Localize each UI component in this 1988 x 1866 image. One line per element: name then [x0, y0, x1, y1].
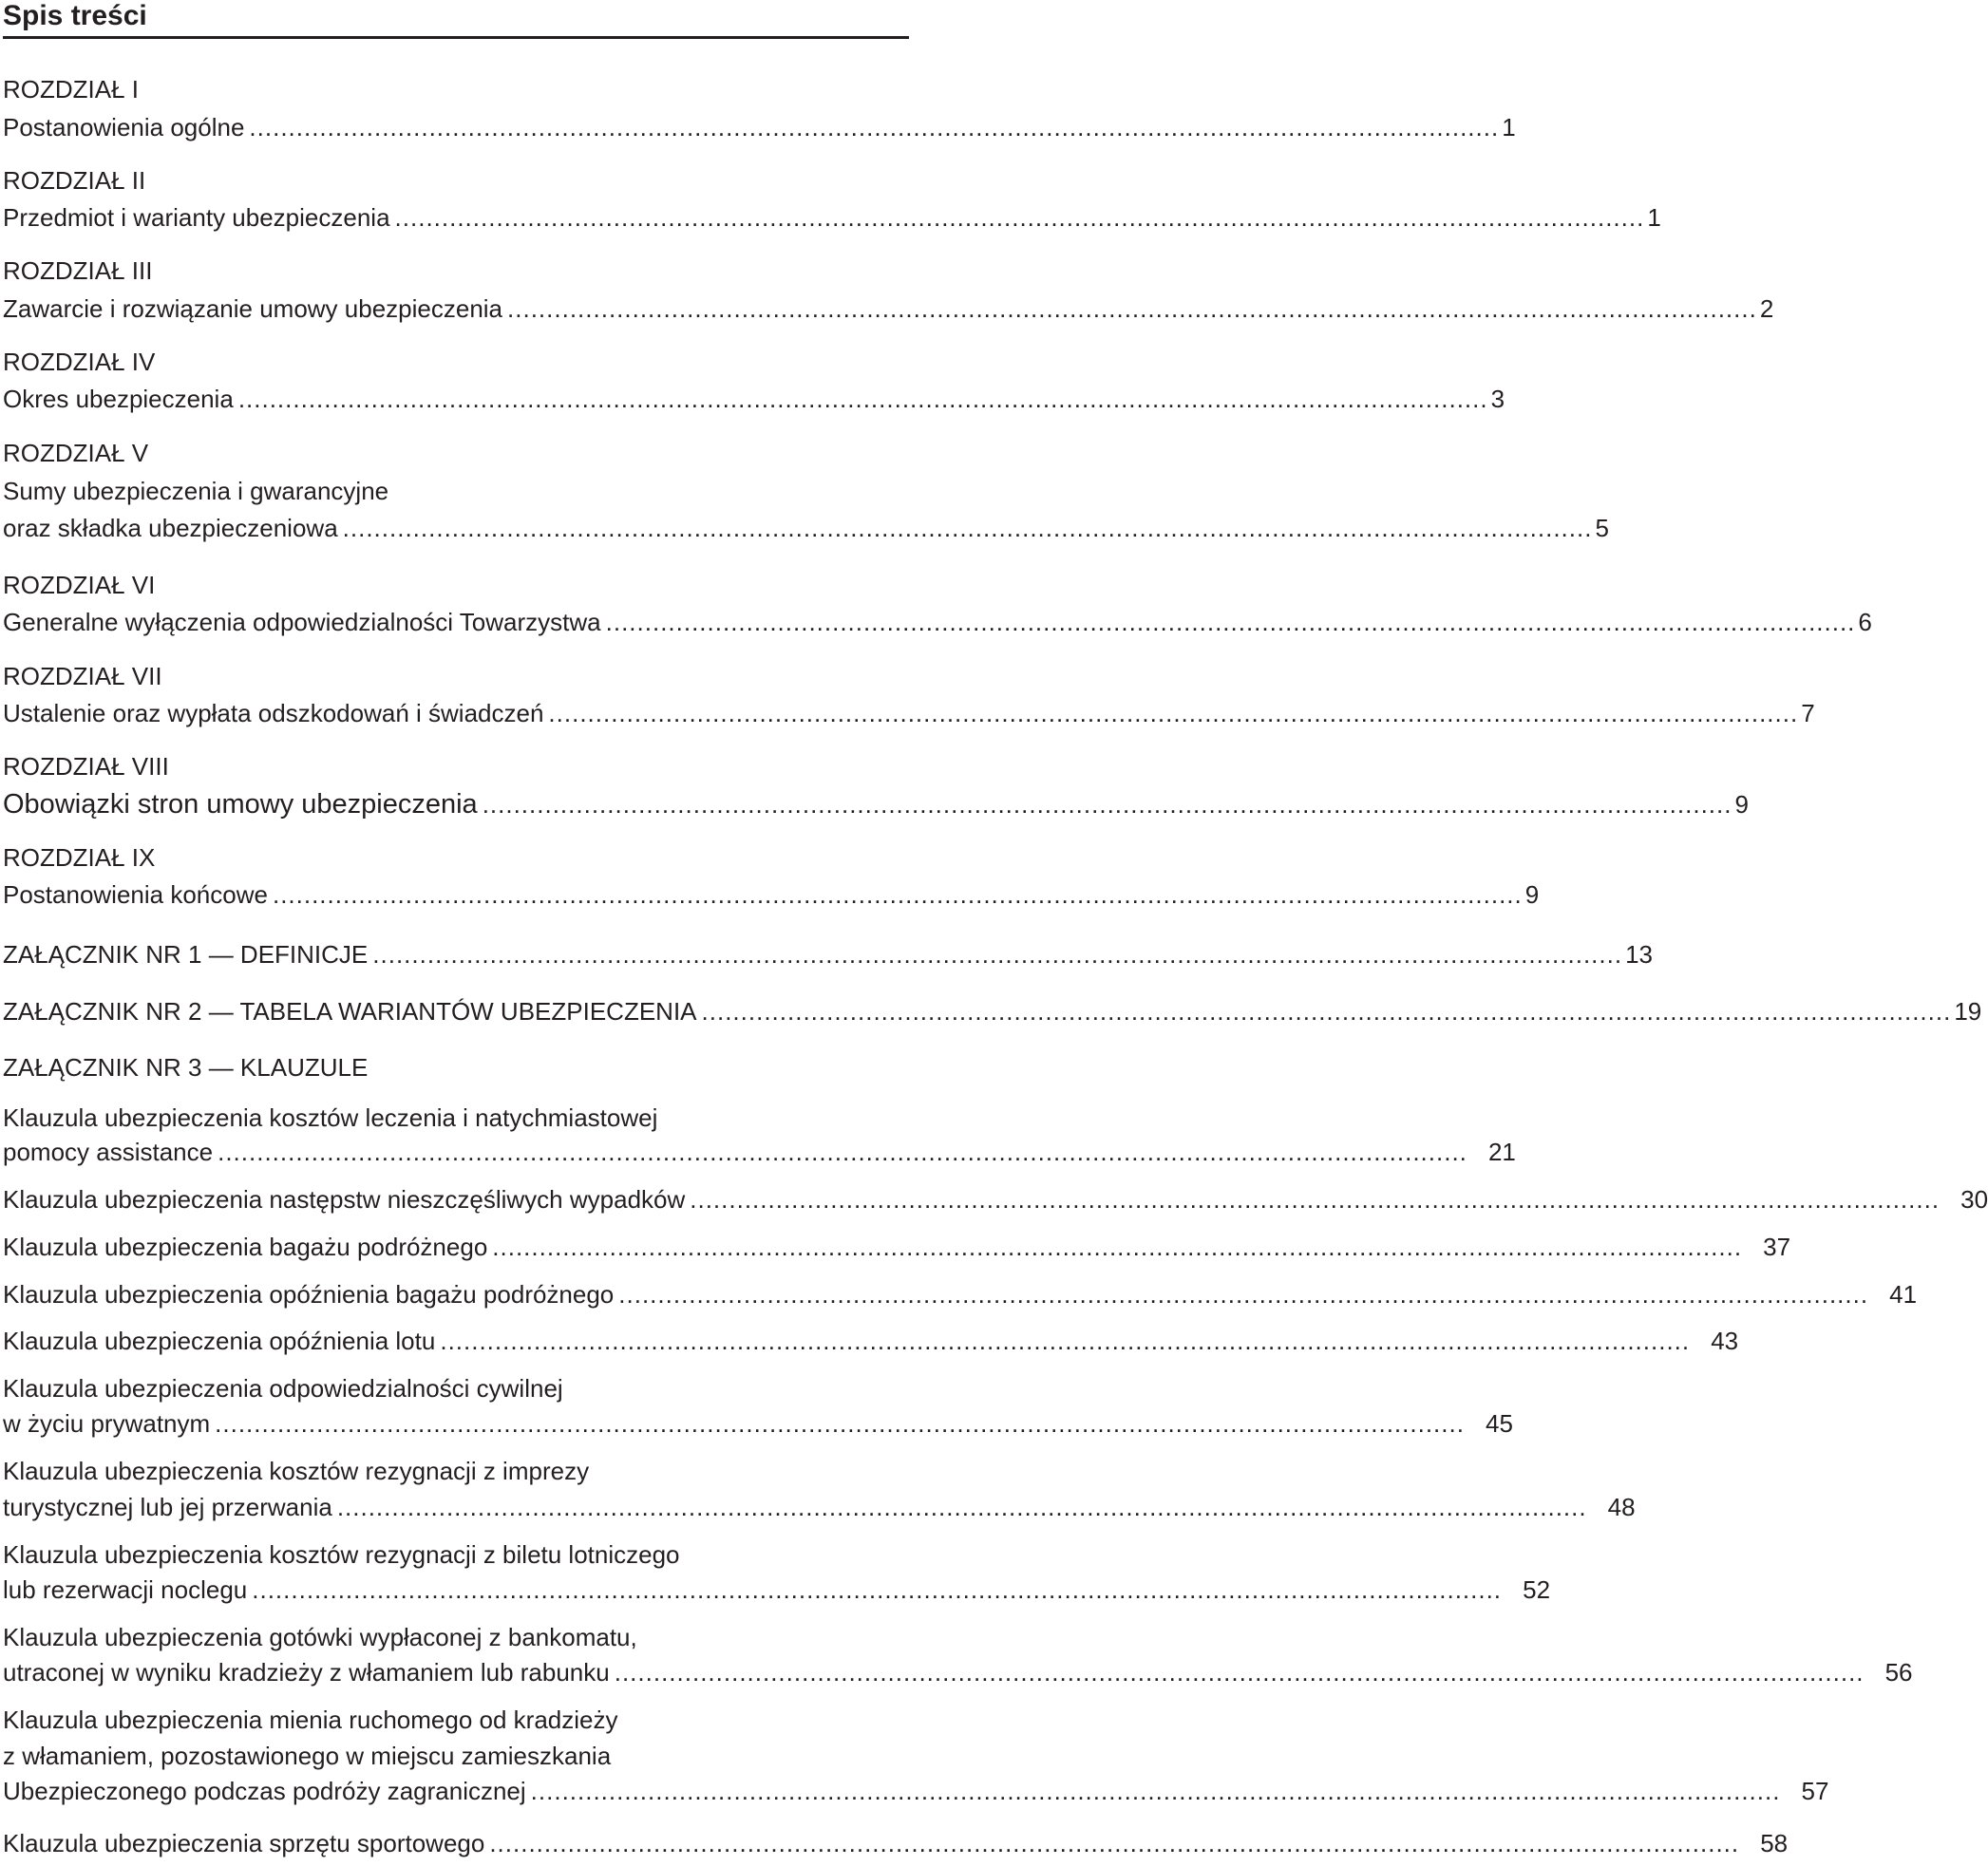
page-number: 19	[1954, 997, 1982, 1026]
dot-leader: ................................................................................................................................................................	[249, 113, 1500, 141]
entry-title: Okres ubezpieczenia	[3, 385, 234, 413]
entry-title: Klauzula ubezpieczenia bagażu podróżnego	[3, 1233, 488, 1261]
page-number: 30	[1960, 1185, 1988, 1214]
dot-leader: ................................................................................................................................................................	[618, 1280, 1869, 1309]
dot-leader: ................................................................................................................................................................	[336, 1493, 1587, 1521]
dot-leader: ................................................................................................................................................................	[482, 790, 1732, 819]
entry-line: Klauzula ubezpieczenia odpowiedzialności cywilnej	[3, 1374, 563, 1403]
entry-line: Klauzula ubezpieczenia kosztów rezygnacji z imprezy	[3, 1457, 590, 1485]
toc-entry-clause[interactable]	[3, 1493, 1636, 1521]
toc-entry[interactable]	[3, 385, 1505, 413]
page-number: 45	[1486, 1409, 1513, 1438]
toc-entry-attachment[interactable]	[3, 940, 1653, 969]
entry-title: Przedmiot i warianty ubezpieczenia	[3, 203, 390, 232]
page-number: 5	[1595, 514, 1609, 542]
entry-line: Klauzula ubezpieczenia kosztów leczenia i natychmiastowej	[3, 1103, 658, 1132]
entry-line: z włamaniem, pozostawionego w miejscu zamieszkania	[3, 1742, 612, 1770]
dot-leader: ................................................................................................................................................................	[548, 699, 1799, 727]
page-number: 3	[1490, 385, 1505, 413]
toc-entry-clause[interactable]	[3, 1327, 1739, 1355]
dot-leader: ................................................................................................................................................................	[690, 1185, 1941, 1214]
toc-entry-clause[interactable]	[3, 1185, 1988, 1214]
entry-line: Klauzula ubezpieczenia kosztów rezygnacji z biletu lotniczego	[3, 1540, 680, 1569]
entry-title: oraz składka ubezpieczeniowa	[3, 514, 338, 542]
entry-title: Klauzula ubezpieczenia sprzętu sportowego	[3, 1829, 485, 1857]
chapter-label: ROZDZIAŁ I	[3, 75, 140, 104]
entry-line: Sumy ubezpieczenia i gwarancyjne	[3, 477, 389, 505]
entry-title: pomocy assistance	[3, 1138, 214, 1166]
entry-line: Klauzula ubezpieczenia mienia ruchomego od kradzieży	[3, 1706, 618, 1734]
dot-leader: ................................................................................................................................................................	[372, 940, 1623, 969]
dot-leader: ................................................................................................................................................................	[530, 1777, 1781, 1805]
toc-entry-clause[interactable]	[3, 1658, 1913, 1687]
toc-entry-clause[interactable]	[3, 1777, 1829, 1805]
chapter-label: ROZDZIAŁ V	[3, 439, 149, 467]
dot-leader: ................................................................................................................................................................	[218, 1138, 1467, 1166]
toc-entry[interactable]	[3, 880, 1540, 909]
toc-entry-clause[interactable]	[3, 1138, 1516, 1166]
page-number: 48	[1607, 1493, 1636, 1521]
dot-leader: ................................................................................................................................................................	[605, 608, 1856, 636]
entry-title: lub rezerwacji noclegu	[3, 1575, 248, 1604]
entry-title: Obowiązki stron umowy ubezpieczenia	[3, 789, 478, 820]
dot-leader: ................................................................................................................................................................	[507, 294, 1757, 323]
entry-title: Klauzula ubezpieczenia opóźnienia bagażu podróżnego	[3, 1280, 615, 1309]
dot-leader: ................................................................................................................................................................	[272, 880, 1523, 909]
toc-entry[interactable]	[3, 608, 1872, 636]
entry-title: Klauzula ubezpieczenia następstw nieszczęśliwych wypadków	[3, 1185, 686, 1214]
toc-entry[interactable]	[3, 113, 1516, 141]
toc-entry[interactable]	[3, 699, 1815, 727]
chapter-label: ROZDZIAŁ II	[3, 166, 146, 195]
chapter-label: ROZDZIAŁ IV	[3, 348, 156, 376]
dot-leader: ................................................................................................................................................................	[215, 1409, 1465, 1438]
chapter-label: ROZDZIAŁ VIII	[3, 752, 169, 781]
dot-leader: ................................................................................................................................................................	[489, 1829, 1740, 1857]
entry-title: Generalne wyłączenia odpowiedzialności Towarzystwa	[3, 608, 601, 636]
toc-entry-clause[interactable]	[3, 1280, 1918, 1309]
entry-title: Postanowienia ogólne	[3, 113, 245, 141]
toc-entry-clause[interactable]	[3, 1575, 1551, 1604]
attachment-heading: ZAŁĄCZNIK NR 3 — KLAUZULE	[3, 1053, 369, 1082]
toc-entry-clause[interactable]	[3, 1829, 1789, 1857]
dot-leader: ................................................................................................................................................................	[237, 385, 1488, 413]
toc-entry[interactable]	[3, 203, 1661, 232]
dot-leader: ................................................................................................................................................................	[614, 1658, 1865, 1687]
entry-title: turystycznej lub jej przerwania	[3, 1493, 332, 1521]
chapter-label: ROZDZIAŁ VII	[3, 662, 162, 690]
dot-leader: ................................................................................................................................................................	[394, 203, 1645, 232]
toc-entry-clause[interactable]	[3, 1233, 1791, 1261]
entry-title: ZAŁĄCZNIK NR 2 — TABELA WARIANTÓW UBEZPIECZENIA	[3, 997, 697, 1026]
title-rule	[3, 36, 909, 39]
toc-entry[interactable]	[3, 514, 1609, 542]
page-number: 41	[1889, 1280, 1918, 1309]
chapter-label: ROZDZIAŁ III	[3, 256, 153, 285]
page-number: 52	[1523, 1575, 1551, 1604]
chapter-label: ROZDZIAŁ IX	[3, 843, 156, 872]
entry-title: utraconej w wyniku kradzieży z włamaniem lub rabunku	[3, 1658, 610, 1687]
entry-title: Ustalenie oraz wypłata odszkodowań i świadczeń	[3, 699, 544, 727]
page-number: 37	[1763, 1233, 1791, 1261]
page-number: 7	[1801, 699, 1815, 727]
page-number: 9	[1524, 880, 1540, 909]
page-number: 13	[1625, 940, 1653, 969]
entry-title: ZAŁĄCZNIK NR 1 — DEFINICJE	[3, 940, 369, 969]
entry-title: Postanowienia końcowe	[3, 880, 268, 909]
page-number: 43	[1711, 1327, 1739, 1355]
page-number: 21	[1487, 1138, 1516, 1166]
page-title: Spis treści	[3, 0, 147, 31]
page-number: 57	[1801, 1777, 1829, 1805]
entry-title: Zawarcie i rozwiązanie umowy ubezpieczenia	[3, 294, 503, 323]
page-number: 9	[1734, 790, 1749, 819]
dot-leader: ................................................................................................................................................................	[440, 1327, 1691, 1355]
page-number: 56	[1884, 1658, 1913, 1687]
toc-entry[interactable]	[3, 294, 1774, 323]
chapter-label: ROZDZIAŁ VI	[3, 571, 156, 599]
entry-title: Ubezpieczonego podczas podróży zagranicznej	[3, 1777, 526, 1805]
page-number: 58	[1760, 1829, 1789, 1857]
toc-entry-attachment[interactable]	[3, 997, 1982, 1026]
entry-title: w życiu prywatnym	[3, 1409, 211, 1438]
entry-line: Klauzula ubezpieczenia gotówki wypłaconej z bankomatu,	[3, 1623, 637, 1651]
page-number: 6	[1858, 608, 1872, 636]
page-number: 2	[1759, 294, 1774, 323]
entry-title: Klauzula ubezpieczenia opóźnienia lotu	[3, 1327, 436, 1355]
dot-leader: ................................................................................................................................................................	[492, 1233, 1743, 1261]
dot-leader: ................................................................................................................................................................	[701, 997, 1952, 1026]
page-number: 1	[1647, 203, 1661, 232]
toc-entry[interactable]	[3, 789, 1749, 820]
dot-leader: ................................................................................................................................................................	[342, 514, 1593, 542]
page-number: 1	[1502, 113, 1516, 141]
dot-leader: ................................................................................................................................................................	[252, 1575, 1503, 1604]
toc-entry-clause[interactable]	[3, 1409, 1513, 1438]
